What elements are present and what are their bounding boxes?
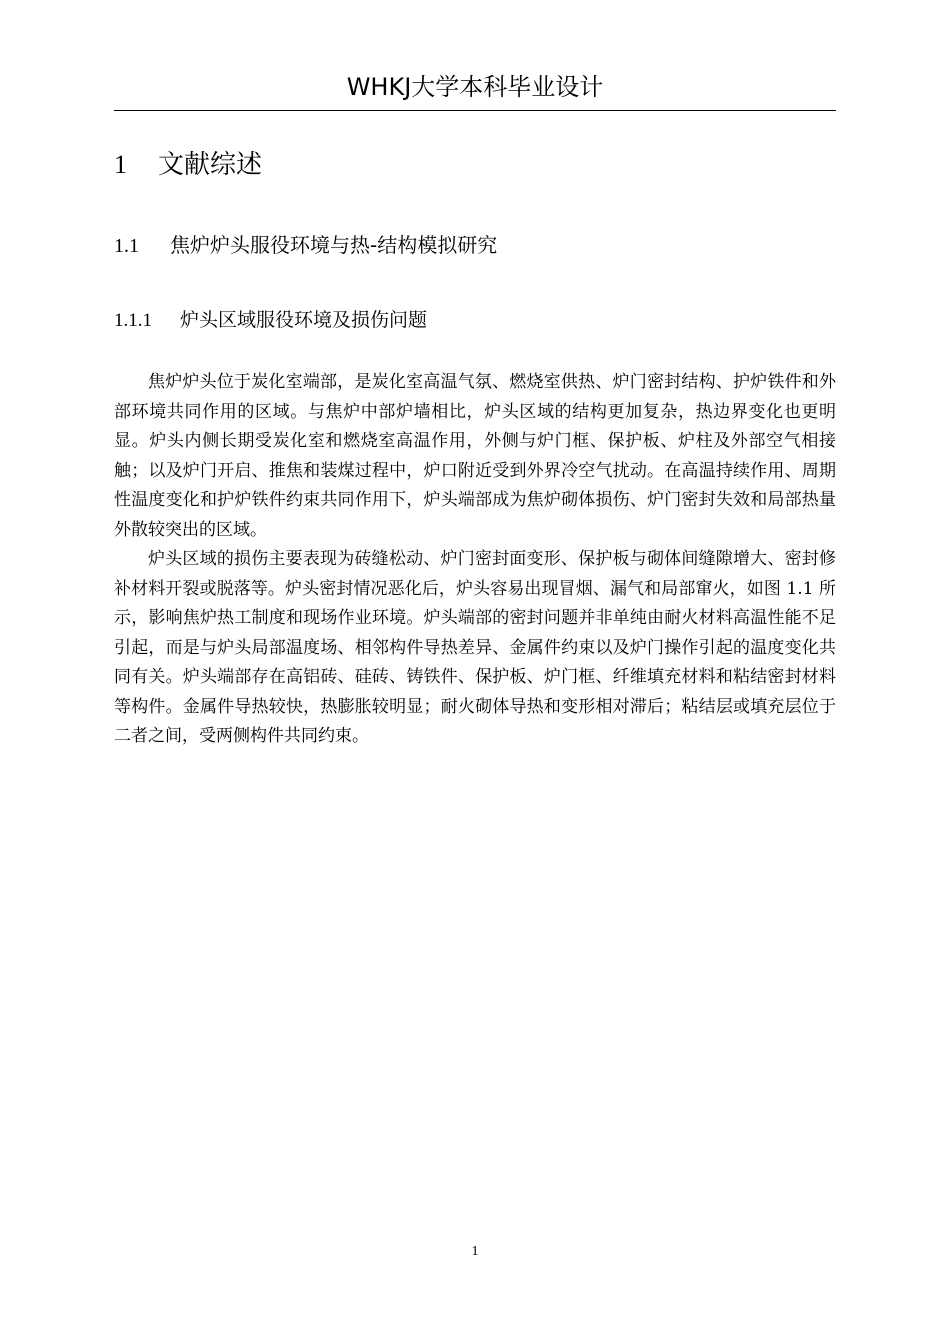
section-number: 1.1	[114, 235, 139, 257]
subsection-number: 1.1.1	[114, 310, 152, 331]
section-title: 焦炉炉头服役环境与热-结构模拟研究	[170, 233, 498, 257]
subsection-title: 炉头区域服役环境及损伤问题	[180, 309, 428, 331]
page-number: 1	[471, 1244, 479, 1259]
section-heading	[114, 230, 497, 261]
chapter-title: 文献综述	[158, 150, 263, 180]
body-paragraph: 炉头区域的损伤主要表现为砖缝松动、炉门密封面变形、保护板与砌体间缝隙增大、密封修补材料开裂或脱落等。炉头密封情况恶化后，炉头容易出现冒烟、漏气和局部窜火，如图 1.1 所示，影响焦炉热工制度和现场作业环境。炉头端部的密封问题并非单纯由耐火材料高温性能不足引起，而是与炉头局部温度场、相邻构件导热差异、金属件约束以及炉门操作引起的温度变化共同有关。炉头端部存在高铝砖、硅砖、铸铁件、保护板、炉门框、纤维填充材料和粘结密封材料等构件。金属件导热较快，热膨胀较明显；耐火砌体导热和变形相对滞后；粘结层或填充层位于二者之间，受两侧构件共同约束。	[114, 549, 836, 746]
subsection-heading	[114, 306, 427, 335]
body-paragraph: 焦炉炉头位于炭化室端部，是炭化室高温气氛、燃烧室供热、炉门密封结构、护炉铁件和外部环境共同作用的区域。与焦炉中部炉墙相比，炉头区域的结构更加复杂，热边界变化也更明显。炉头内侧长期受炭化室和燃烧室高温作用，外侧与炉门框、保护板、炉柱及外部空气相接触；以及炉门开启、推焦和装煤过程中，炉口附近受到外界冷空气扰动。在高温持续作用、周期性温度变化和护炉铁件约束共同作用下，炉头端部成为焦炉砌体损伤、炉门密封失效和局部热量外散较突出的区域。	[114, 372, 836, 540]
chapter-heading	[114, 146, 262, 184]
chapter-number: 1	[114, 150, 127, 179]
header-divider	[114, 110, 836, 111]
page-header-title: WHKJ大学本科毕业设计	[346, 73, 604, 101]
body-text	[114, 368, 836, 752]
